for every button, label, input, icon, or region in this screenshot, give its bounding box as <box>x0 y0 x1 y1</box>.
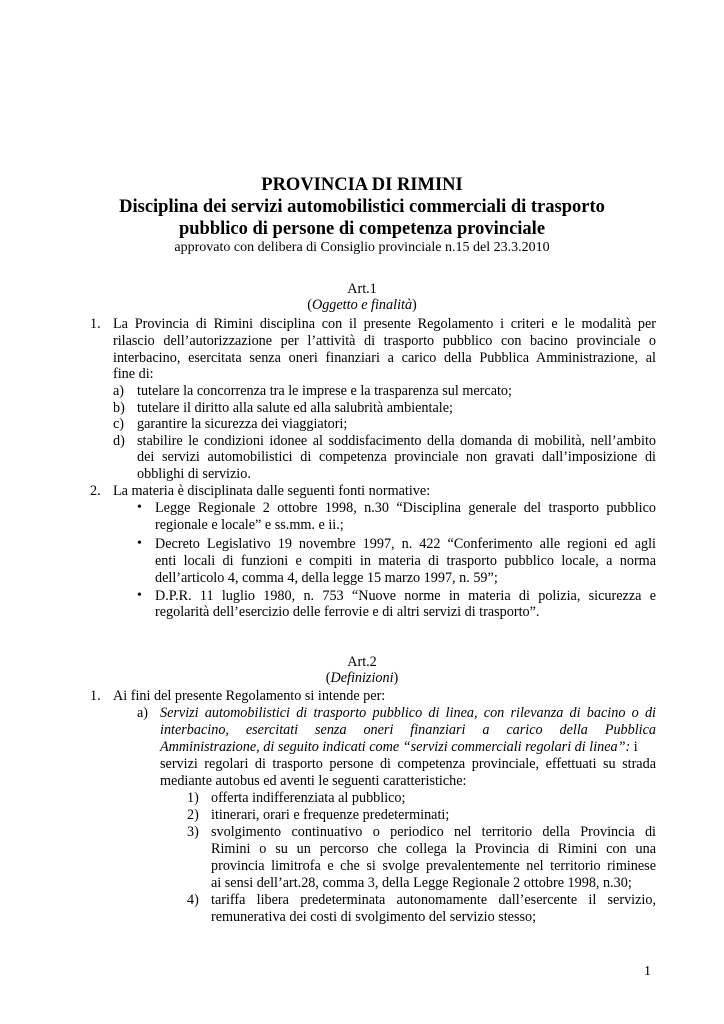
art1-p2-number: 2. <box>90 483 101 499</box>
art2-p1-text: Ai fini del presente Regolamento si intende per: <box>113 688 386 704</box>
feature-number: 1) <box>187 790 199 806</box>
feature-text: remunerativa dei costi di svolgimento del servizio stesso; <box>211 909 537 925</box>
art1-item-letter: a) <box>113 383 125 399</box>
feature-text: provincia limitrofa e che si svolge prevalentemente nel territorio riminese <box>211 858 656 874</box>
art1-p1-line: fine di: <box>113 366 154 382</box>
bullet-icon: • <box>137 536 142 551</box>
art2-heading: Art.2 <box>347 654 377 670</box>
source-line: dell’articolo 4, comma 4, della legge 15 marzo 1997, n. 59”; <box>155 570 498 586</box>
bullet-icon: • <box>137 588 142 603</box>
feature-text: offerta indifferenziata al pubblico; <box>211 790 406 806</box>
feature-number: 3) <box>187 824 199 840</box>
art1-p1-line: La Provincia di Rimini disciplina con il presente Regolamento i criteri e le modalità per <box>113 316 656 332</box>
art1-item-letter: b) <box>113 400 125 416</box>
feature-text: tariffa libera predeterminata autonomamente dall’esercente il servizio, <box>211 892 656 908</box>
art1-p2-text: La materia è disciplinata dalle seguenti fonti normative: <box>113 483 431 499</box>
approval-note: approvato con delibera di Consiglio provinciale n.15 del 23.3.2010 <box>174 240 550 255</box>
art1-item-text: tutelare la concorrenza tra le imprese e la trasparenza sul mercato; <box>137 383 512 399</box>
art1-item-letter: d) <box>113 433 125 449</box>
art2-item-letter: a) <box>137 705 149 721</box>
art1-item-text: garantire la sicurezza dei viaggiatori; <box>137 416 348 432</box>
feature-text: Rimini o su un percorso che collega la Provincia di Rimini con una <box>211 841 656 857</box>
art2-p1-number: 1. <box>90 688 101 704</box>
source-line: regolarità dell’esercizio delle ferrovie e di altri servizi di trasporto”. <box>155 604 540 620</box>
art1-p1-line: interbacino, esercitata senza oneri finanziari a carico della Pubblica Amministrazione, al <box>113 350 656 366</box>
art2-item-a-line: Amministrazione, di seguito indicati come “servizi commerciali regolari di linea”: i <box>160 739 638 755</box>
art2-item-a-italic-line: interbacino, esercitati senza oneri finanziari a carico della Pubblica <box>160 722 656 738</box>
art2-item-a-line: mediante autobus ed aventi le seguenti caratteristiche: <box>160 773 467 789</box>
feature-number: 2) <box>187 807 199 823</box>
art1-item-letter: c) <box>113 416 125 432</box>
source-line: enti locali di funzioni e compiti in materia di trasporto pubblico locale, a norma <box>155 553 656 569</box>
art2-caption: (Definizioni) <box>325 670 399 686</box>
page-number: 1 <box>644 964 651 979</box>
art2-item-a-italic-line: Servizi automobilistici di trasporto pubblico di linea, con rilevanza di bacino o di <box>160 705 656 721</box>
document-subtitle-line2: pubblico di persone di competenza provinciale <box>178 219 546 239</box>
source-line: Legge Regionale 2 ottobre 1998, n.30 “Disciplina generale del trasporto pubblico <box>155 500 656 516</box>
art1-p1-number: 1. <box>90 316 101 332</box>
feature-number: 4) <box>187 892 199 908</box>
bullet-icon: • <box>137 500 142 515</box>
art1-item-text: stabilire le condizioni idonee al soddisfacimento della domanda di mobilità, nell’ambito <box>137 433 656 449</box>
art1-heading: Art.1 <box>347 281 377 297</box>
source-line: regionale e locale” e ss.mm. e ii.; <box>155 517 344 533</box>
document-subtitle-line1: Disciplina dei servizi automobilistici commerciali di trasporto <box>119 197 605 217</box>
source-line: D.P.R. 11 luglio 1980, n. 753 “Nuove norme in materia di polizia, sicurezza e <box>155 588 656 604</box>
art1-p1-line: rilascio dell’autorizzazione per l’attività di trasporto pubblico con bacino provinciale o <box>113 333 656 349</box>
art1-item-text: tutelare il diritto alla salute ed alla salubrità ambientale; <box>137 400 453 416</box>
art1-item-text: obblighi di servizio. <box>137 466 251 482</box>
art2-item-a-line: servizi regolari di trasporto persone di competenza provinciale, effettuati su strada <box>160 756 656 772</box>
document-title: PROVINCIA DI RIMINI <box>261 175 463 195</box>
art1-item-text: dei servizi automobilistici di competenza provinciale non gravati dall’imposizione di <box>137 449 656 465</box>
source-line: Decreto Legislativo 19 novembre 1997, n. 422 “Conferimento alle regioni ed agli <box>155 536 656 552</box>
art1-caption: (Oggetto e finalità) <box>307 297 417 313</box>
feature-text: itinerari, orari e frequenze predeterminati; <box>211 807 450 823</box>
feature-text: ai sensi dell’art.28, comma 3, della Legge Regionale 2 ottobre 1998, n.30; <box>211 875 632 891</box>
feature-text: svolgimento continuativo o periodico nel territorio della Provincia di <box>211 824 656 840</box>
